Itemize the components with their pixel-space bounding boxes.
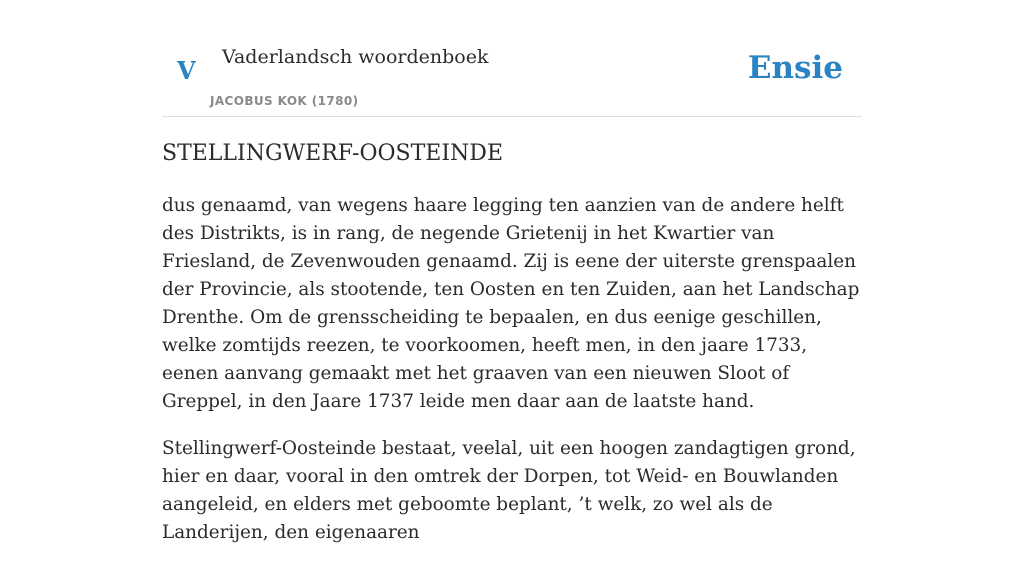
entry-title: STELLINGWERF-OOSTEINDE: [162, 141, 503, 166]
book-letter-badge[interactable]: V: [177, 56, 196, 85]
book-title-link[interactable]: Vaderlandsch woordenboek: [222, 46, 489, 68]
entry-paragraph: dus genaamd, van wegens haare legging ten aanzien van de andere helft des Distrikts, is in rang, de negende Grietenij in het Kwartier van Friesland, de Zevenwouden genaamd. Zij is eene der uiterste grenspaalen der Provincie, als stootende, ten Oosten en ten Zuiden, aan het Landschap Drenthe. Om de grensscheiding te bepaalen, en dus eenige geschillen, welke zomtijds reezen, te voorkoomen, heeft men, in den jaare 1733, eenen aanvang gemaakt met het graaven van een nieuwen Sloot of Greppel, in den Jaare 1737 leide men daar aan de laatste hand.: [162, 195, 860, 412]
entry-paragraph: Stellingwerf-Oosteinde bestaat, veelal, uit een hoogen zandagtigen grond, hier en daar, vooral in den omtrek der Dorpen, tot Weid- en Bouwlanden aangeleid, en elders met geboomte beplant, ’t welk, zo wel als de Landerijen, den eigenaaren: [162, 438, 856, 543]
entry-content: [162, 192, 862, 566]
page-header: [162, 30, 862, 117]
ensie-logo-link[interactable]: Ensie: [747, 50, 843, 86]
book-author: JACOBUS KOK (1780): [210, 94, 359, 108]
